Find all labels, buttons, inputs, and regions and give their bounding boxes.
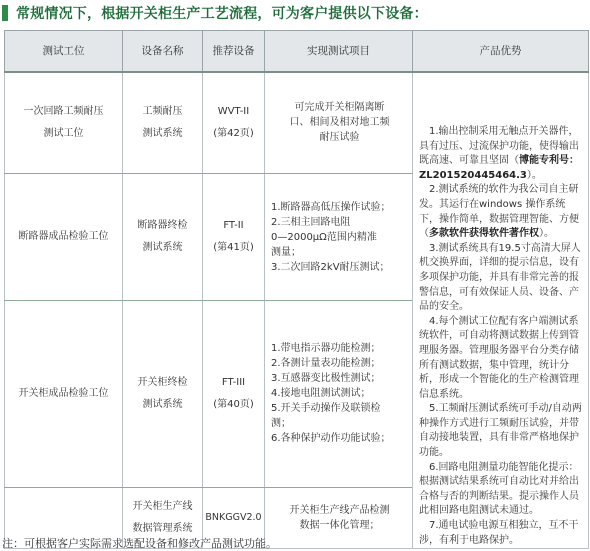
- device-cell: 断路器终检 测试系统: [123, 173, 203, 301]
- station-cell: 开关柜成品检验工位: [5, 301, 123, 487]
- col-header-advantages: 产品优势: [413, 31, 589, 73]
- section-heading: [0, 0, 590, 26]
- advantage-3: 3.测试系统具有19.5寸高清大屏人机交换界面，详细的提示信息，设有多项保护功能，并具有非常完善的报警信息，可有效保证人员、设备、产品的安全。: [419, 242, 581, 313]
- table-header-row: [5, 31, 589, 73]
- col-header-device: 设备名称: [123, 31, 203, 73]
- col-header-items: 实现测试项目: [265, 31, 413, 73]
- device-cell: 开关柜终检 测试系统: [123, 301, 203, 487]
- heading-text: 常规情况下，根据开关柜生产工艺流程，可为客户提供以下设备：: [16, 6, 428, 22]
- device-cell: 工频耐压 测试系统: [123, 72, 203, 173]
- footnote: 注：可根据客户实际需求选配设备和修改产品测试功能。: [2, 537, 277, 550]
- heading-marker: [2, 5, 8, 21]
- items-cell: 1.断路器高低压操作试验； 2.三相主回路电阻 0—2000μΩ范围内精准 测量； 3.二次回路2kV耐压测试；: [265, 173, 413, 301]
- station-cell: 断路器成品检验工位: [5, 173, 123, 301]
- advantage-1: 1.输出控制采用无触点开关器件，具有过压、过流保护功能，使得输出既高速、可靠且坚固（博能专利号：ZL201520445464.3）。: [419, 126, 579, 181]
- model-cell: FT-II (第41页): [203, 173, 265, 301]
- advantages-cell: [413, 72, 589, 549]
- model-cell: BNKGGV2.0: [203, 487, 265, 549]
- table-row: [5, 72, 589, 173]
- items-cell: 开关柜生产线产品检测 数据一体化管理；: [265, 487, 413, 549]
- device-cell: 开关柜生产线 数据管理系统: [123, 487, 203, 549]
- station-cell: 一次回路工频耐压 测试工位: [5, 72, 123, 173]
- items-cell: 1.带电指示器功能检测； 2.各测计量表功能检测； 3.互感器变比极性测试； 4.接地电阻测试测试； 5.开关手动操作及联锁检 测； 6.各种保护动作功能试验；: [265, 301, 413, 487]
- advantage-7: 7.通电试验电源互相独立，互不干涉，有利于电路保护。: [419, 520, 579, 546]
- equipment-table: [4, 30, 589, 549]
- col-header-station: 测试工位: [5, 31, 123, 73]
- col-header-model: 推荐设备: [203, 31, 265, 73]
- advantage-6: 6.回路电阻测量功能智能化提示：根据测试结果系统可自动比对并给出合格与否的判断结果。提示操作人员此相回路电阻测试未通过。: [419, 461, 579, 517]
- advantage-2: 2.测试系统的软件为我公司自主研发。其运行在windows 操作系统下，操作简单，数据管理智能、方便（多款软件获得软件著作权）。: [419, 184, 579, 240]
- model-cell: FT-III (第40页): [203, 301, 265, 487]
- items-cell: 可完成开关柜隔离断 口、相间及相对地工频 耐压试验: [265, 72, 413, 173]
- advantage-4: 4.每个测试工位配有客户端测试系统软件，可自动将测试数据上传到管理服务器。管理服务器平台分类存储所有测试数据，集中管理，统计分析，形成一个智能化的生产检测管理信息系统。: [419, 315, 579, 400]
- advantage-5: 5.工频耐压测试系统可手动/自动两种操作方式进行工频耐压试验，并带自动接地装置，具有非常严格地保护功能。: [419, 403, 582, 459]
- model-cell: WVT-II (第42页): [203, 72, 265, 173]
